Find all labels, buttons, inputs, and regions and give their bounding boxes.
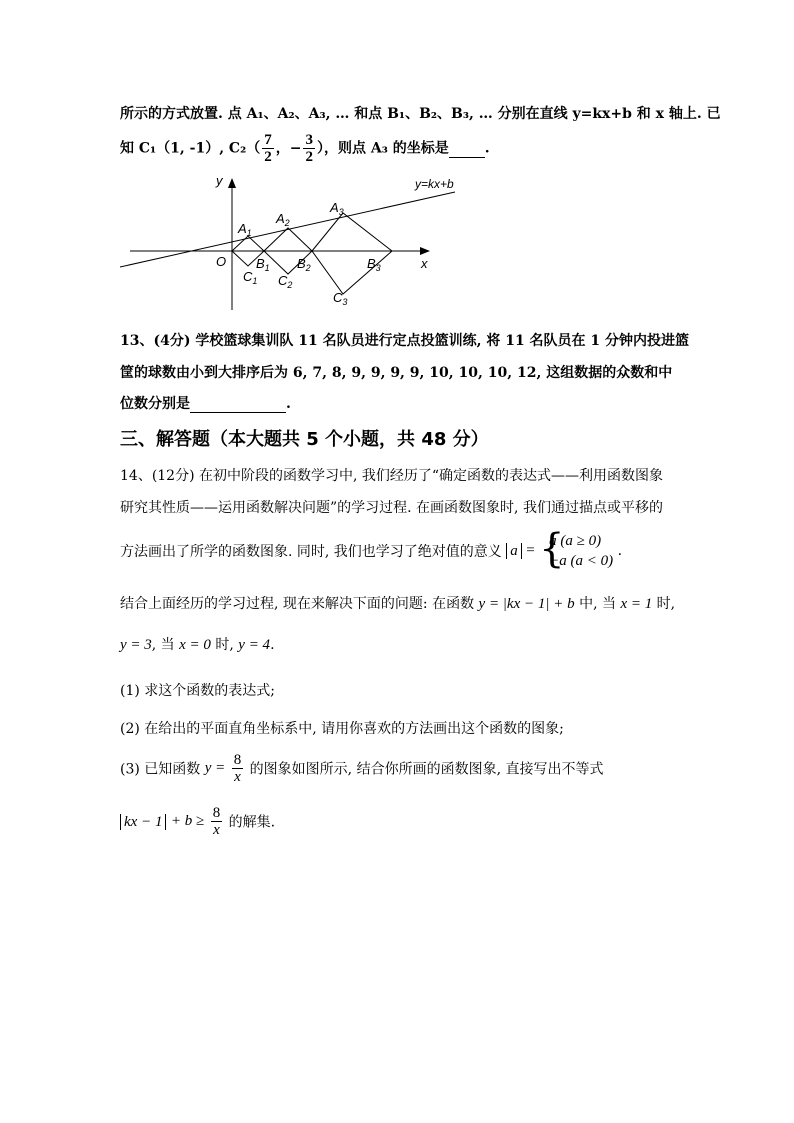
origin-label: O	[216, 254, 227, 269]
p3-y: y =	[204, 760, 226, 776]
y-axis-label: y	[216, 173, 223, 188]
case-1: a (a ≥ 0)	[549, 533, 602, 549]
c2-x-den: 2	[264, 149, 272, 165]
q13-line3-end: .	[286, 396, 291, 412]
q12-line1: 所示的方式放置. 点 A₁、A₂、A₃, … 和点 B₁、B₂、B₃, … 分别在直线 y=kx+b 和 x 轴上. 已	[120, 106, 721, 122]
q14-line5	[120, 634, 275, 654]
ineq-fraction	[211, 805, 223, 838]
q14-inequality	[120, 805, 275, 838]
section-heading: 三、解答题（本大题共 5 个小题，共 48 分）	[120, 429, 489, 450]
condition-x1: x = 1	[620, 596, 653, 612]
q14-line4-end: 时,	[656, 596, 676, 612]
answer-blank-a3	[449, 141, 485, 158]
label-a2: $A_2$	[276, 211, 290, 228]
q13-line3	[120, 393, 291, 413]
q14-p3-pre: (3) 已知函数	[120, 761, 201, 778]
label-c1: $C_1$	[243, 269, 258, 286]
answer-blank-mode-median	[190, 396, 286, 413]
ineq-den: x	[213, 822, 220, 838]
geometry-figure	[0, 170, 794, 330]
ineq-abs: kx − 1	[120, 814, 166, 830]
x-axis-arrow	[420, 247, 430, 255]
label-b2: $B_2$	[297, 256, 311, 273]
y-axis-arrow	[228, 178, 236, 188]
c2-separator: ，−	[275, 140, 302, 157]
ineq-post: 的解集.	[228, 814, 276, 831]
q13-line2: 筐的球数由小到大排序后为 6, 7, 8, 9, 9, 9, 9, 10, 10, 10, 12, 这组数据的众数和中	[120, 365, 673, 381]
c2-y-den: 2	[305, 149, 313, 165]
q14-part2: (2) 在给出的平面直角坐标系中, 请用你喜欢的方法画出这个函数的图象;	[120, 721, 564, 737]
q14-line4	[120, 593, 675, 613]
q14-p3-post: 的图象如图所示, 结合你所画的函数图象, 直接写出不等式	[249, 761, 604, 778]
label-c2: $C_2$	[278, 273, 293, 290]
brace-icon: {	[539, 526, 565, 572]
q12-line2-post: ），则点 A₃ 的坐标是	[316, 140, 449, 157]
ineq-num: 8	[212, 805, 221, 821]
label-c3: $C_3$	[333, 290, 348, 307]
condition-x0: x = 0	[179, 637, 211, 653]
function-expression: y = |kx − 1| + b	[478, 596, 575, 612]
line-label: y=kx+b	[415, 177, 454, 191]
q14-line4-pre: 结合上面经历的学习过程, 现在来解决下面的问题: 在函数	[120, 596, 475, 612]
q12-line2-pre: 知 C₁（1, -1）, C₂（	[120, 140, 261, 157]
q13-line1: 13、(4分) 学校篮球集训队 11 名队员进行定点投篮训练, 将 11 名队员在 1 分钟内投进篮	[120, 333, 690, 349]
abs-eq: =	[526, 542, 535, 559]
q14-line3-end: .	[617, 543, 623, 559]
p3-num: 8	[233, 752, 242, 768]
ineq-mid: + b ≥	[170, 813, 205, 829]
q14-line5-b: , 当	[151, 637, 175, 653]
label-a3: $A_3$	[330, 200, 344, 217]
q14-line3-pre: 方法画出了所学的函数图象. 同时, 我们也学习了绝对值的意义	[120, 544, 502, 560]
q14-line5-f: .	[270, 637, 275, 653]
value-y3: y = 3	[120, 637, 152, 653]
case-2: −a (a < 0)	[549, 553, 614, 569]
q14-line5-d: 时,	[215, 637, 234, 653]
label-b1: $B_1$	[256, 256, 270, 273]
q12-line2-end: .	[484, 140, 490, 157]
q14-part1: (1) 求这个函数的表达式;	[120, 683, 275, 699]
value-y4: y = 4	[238, 637, 271, 653]
q14-part3	[120, 752, 603, 785]
q14-line4-mid: 中, 当	[579, 596, 616, 612]
c2-x-fraction	[262, 132, 274, 165]
label-a1: $A_1$	[238, 221, 252, 238]
q14-line2: 研究其性质——运用函数解决问题”的学习过程. 在画函数图象时, 我们通过描点或平移的	[120, 500, 663, 516]
square-3	[312, 213, 392, 294]
p3-den: x	[234, 769, 241, 785]
q14-line3	[120, 526, 623, 572]
abs-a: a	[506, 543, 522, 559]
c2-x-num: 7	[264, 132, 272, 148]
q12-line2	[120, 132, 490, 165]
c2-y-fraction	[303, 132, 315, 165]
q14-line1: 14、(12分) 在初中阶段的函数学习中, 我们经历了“确定函数的表达式——利用函数图象	[120, 468, 664, 484]
q13-line3-pre: 位数分别是	[120, 396, 190, 412]
line-y-kx-b	[120, 192, 455, 267]
p3-fraction	[232, 752, 244, 785]
c2-y-num: 3	[305, 132, 313, 148]
label-b3: $B_3$	[367, 256, 381, 273]
piecewise-cases	[539, 526, 614, 572]
x-axis-label: x	[421, 256, 428, 271]
